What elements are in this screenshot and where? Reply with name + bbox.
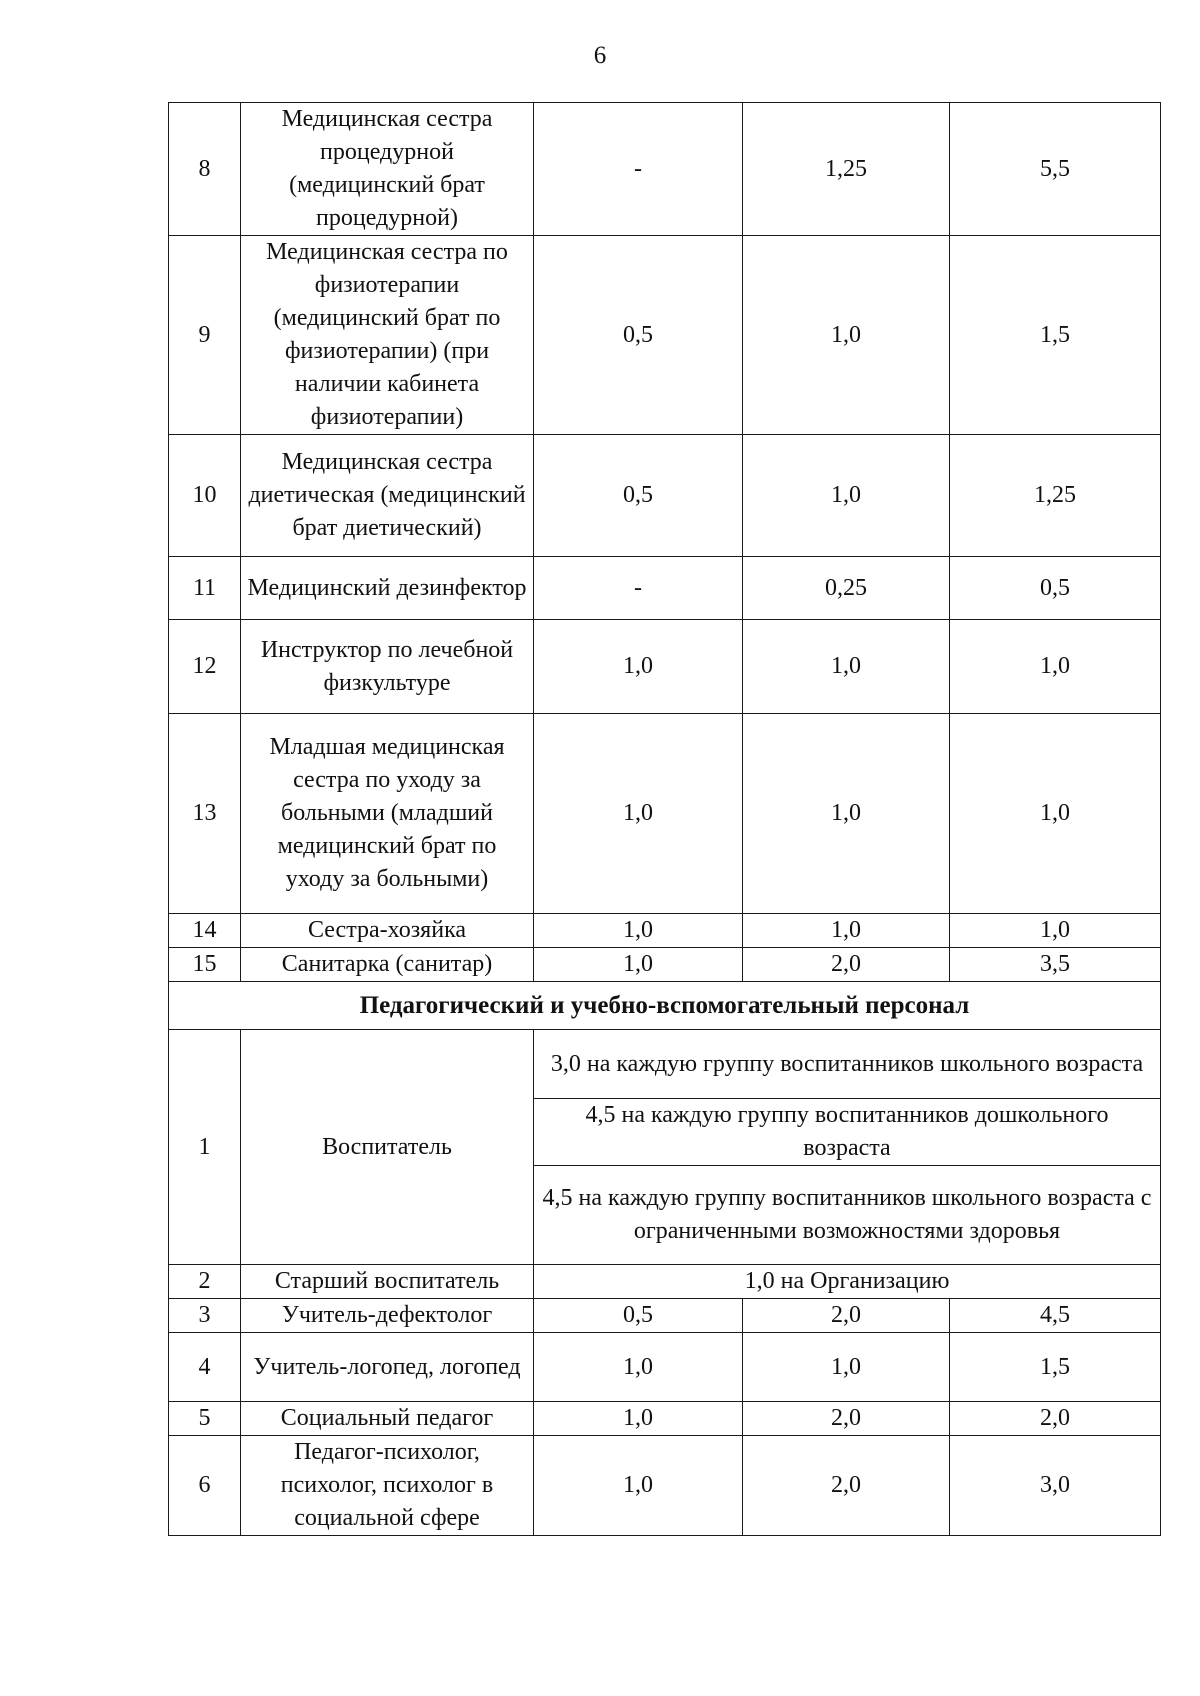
table-row: [169, 435, 1161, 557]
norm-value-1: 1,0: [534, 1436, 743, 1536]
row-number: 11: [169, 557, 241, 620]
position-name: Педагог-психолог, психолог, психолог в социальной сфере: [241, 1436, 534, 1536]
norm-value-1: 0,5: [534, 435, 743, 557]
norm-value-1: 1,0: [534, 1333, 743, 1402]
position-name: Инструктор по лечебной физкультуре: [241, 620, 534, 714]
norm-value-3: 1,0: [950, 714, 1161, 914]
norm-value-2: 1,0: [743, 435, 950, 557]
norm-value-3: 0,5: [950, 557, 1161, 620]
norm-value-2: 1,0: [743, 236, 950, 435]
norm-value-2: 1,0: [743, 1333, 950, 1402]
table-row: [169, 1402, 1161, 1436]
norm-value-3: 2,0: [950, 1402, 1161, 1436]
position-name: Учитель-логопед, логопед: [241, 1333, 534, 1402]
norm-value-2: 2,0: [743, 1402, 950, 1436]
norm-value-2: 1,0: [743, 620, 950, 714]
norm-value-2: 0,25: [743, 557, 950, 620]
norm-value-2: 2,0: [743, 1436, 950, 1536]
row-number: 9: [169, 236, 241, 435]
norm-value-3: 1,25: [950, 435, 1161, 557]
table-row: [169, 1030, 1161, 1099]
norm-value-3: 1,5: [950, 236, 1161, 435]
norm-value-1: 0,5: [534, 1299, 743, 1333]
table-row: [169, 1299, 1161, 1333]
position-name: Медицинская сестра процедурной (медицинский брат процедурной): [241, 103, 534, 236]
position-name: Сестра-хозяйка: [241, 914, 534, 948]
norm-value-3: 1,0: [950, 914, 1161, 948]
senior-educator-norm: 1,0 на Организацию: [534, 1265, 1161, 1299]
norm-value-1: 1,0: [534, 948, 743, 982]
norm-value-3: 1,0: [950, 620, 1161, 714]
row-number: 5: [169, 1402, 241, 1436]
norm-value-3: 5,5: [950, 103, 1161, 236]
position-name: Медицинский дезинфектор: [241, 557, 534, 620]
norm-value-3: 1,5: [950, 1333, 1161, 1402]
table-row: [169, 620, 1161, 714]
table-row: [169, 236, 1161, 435]
position-name: Старший воспитатель: [241, 1265, 534, 1299]
position-name: Социальный педагог: [241, 1402, 534, 1436]
row-number: 6: [169, 1436, 241, 1536]
position-name: Санитарка (санитар): [241, 948, 534, 982]
row-number: 13: [169, 714, 241, 914]
section-header-row: [169, 982, 1161, 1030]
norm-value-1: 0,5: [534, 236, 743, 435]
norm-value-2: 2,0: [743, 948, 950, 982]
row-number: 15: [169, 948, 241, 982]
row-number: 2: [169, 1265, 241, 1299]
norm-value-3: 4,5: [950, 1299, 1161, 1333]
row-number: 4: [169, 1333, 241, 1402]
table-row: [169, 1436, 1161, 1536]
norm-value-2: 1,0: [743, 714, 950, 914]
norm-value-1: 1,0: [534, 914, 743, 948]
educator-norm: 4,5 на каждую группу воспитанников школьного возраста с ограниченными возможностями здоровья: [534, 1166, 1161, 1265]
row-number: 1: [169, 1030, 241, 1265]
norm-value-1: 1,0: [534, 714, 743, 914]
table-row: [169, 914, 1161, 948]
position-name: Младшая медицинская сестра по уходу за больными (младший медицинский брат по уходу за больными): [241, 714, 534, 914]
table-row: [169, 714, 1161, 914]
norm-value-1: -: [534, 103, 743, 236]
table-row: [169, 103, 1161, 236]
norm-value-3: 3,0: [950, 1436, 1161, 1536]
row-number: 12: [169, 620, 241, 714]
norm-value-2: 2,0: [743, 1299, 950, 1333]
page-number: 6: [593, 42, 607, 69]
row-number: 8: [169, 103, 241, 236]
norm-value-1: 1,0: [534, 620, 743, 714]
row-number: 3: [169, 1299, 241, 1333]
norm-value-2: 1,25: [743, 103, 950, 236]
section-title: Педагогический и учебно-вспомогательный персонал: [169, 982, 1161, 1030]
row-number: 10: [169, 435, 241, 557]
norm-value-1: 1,0: [534, 1402, 743, 1436]
position-name: Учитель-дефектолог: [241, 1299, 534, 1333]
educator-norm: 4,5 на каждую группу воспитанников дошкольного возраста: [534, 1099, 1161, 1166]
position-name: Медицинская сестра диетическая (медицинский брат диетический): [241, 435, 534, 557]
table-row: [169, 948, 1161, 982]
norm-value-1: -: [534, 557, 743, 620]
norm-value-2: 1,0: [743, 914, 950, 948]
table-row: [169, 1333, 1161, 1402]
educator-norm: 3,0 на каждую группу воспитанников школьного возраста: [534, 1030, 1161, 1099]
position-name: Воспитатель: [241, 1030, 534, 1265]
position-name: Медицинская сестра по физиотерапии (медицинский брат по физиотерапии) (при наличии кабинета физиотерапии): [241, 236, 534, 435]
row-number: 14: [169, 914, 241, 948]
norm-value-3: 3,5: [950, 948, 1161, 982]
staffing-table: [168, 102, 1161, 1536]
table-row: [169, 1265, 1161, 1299]
table-row: [169, 557, 1161, 620]
